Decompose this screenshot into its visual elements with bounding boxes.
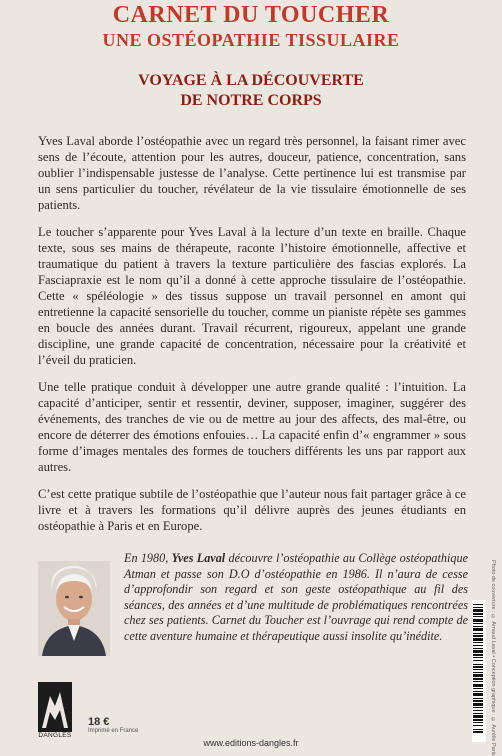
paragraph-3: Une telle pratique conduit à développer une autre grande qualité : l’intuition. La capacité d’anticiper, sentir et ressentir, deviner, supposer, imaginer, suggérer des événements, des tranches de vie ou de mettre au jour des affects, des mal-être, ou encore de déterrer des émotions enfouies… La capacité enfin d’« engrammer » sous forme d’images mentales des formes de touchers différents les uns par rapport aux autres. [38,380,466,474]
subtitle-line-1: VOYAGE À LA DÉCOUVERTE [138,72,364,89]
title-line-2: UNE OSTÉOPATHIE TISSULAIRE [102,30,400,50]
paragraph-1: Yves Laval aborde l’ostéopathie avec un regard très personnel, la faisant rimer avec sens de l’écoute, attention pour les autres, douceur, patience, concentration, sans oublier l’indispensable justesse de l’analyse. Cette pertinence lui est transmise par un sens particulier du toucher, révélateur de la vie tissulaire émotionnelle de ses patients. [38,134,466,212]
bio-intro: En 1980, [124,551,172,565]
publisher-name: DANGLES [38,732,72,739]
price: 18 € [88,716,110,728]
cover-credits: Photo de couverture : © Arnaud Laval • Conception graphique : © Aurélie Paris [490,560,496,756]
printed-in: Imprimé en France [88,728,139,734]
bio-text: découvre l’ostéopathie au Collège ostéopathique Atman et passe son D.O d’ostéopathie en 1986. Il n’aura de cesse d’approfondir son regard et son geste ostéopathique au fil des séances, des années et d’une multitude de problématiques rencontrées chez ses patients. Carnet du Toucher est l’ouvrage qui rend compte de cette aventure humaine et thérapeutique aussi insolite qu’inédite. [124,551,468,643]
subtitle-line-2: DE NOTRE CORPS [180,92,322,109]
back-cover-text [38,133,466,545]
publisher-website[interactable]: www.editions-dangles.fr [203,738,299,748]
price-block [88,716,138,734]
barcode-bars [472,600,486,742]
paragraph-4: C’est cette pratique subtile de l’ostéopathie que l’auteur nous fait partager grâce à ce livre et à travers les formations qu’il délivre auprès des jeunes étudiants en ostéopathie à Paris et en Europe. [38,487,466,533]
author-bio [124,551,468,645]
isbn-barcode [472,600,486,742]
publisher-logo [38,682,72,742]
paragraph-2: Le toucher s’apparente pour Yves Laval à la lecture d’un texte en braille. Chaque texte, sous ses mains de thérapeute, raconte l’histoire émotionnelle, affective et traumatique du patient à travers la texture particulière des fascias explorés. La Fasciapraxie est le nom qu’il a donné à cette approche tissulaire de l’ostéopathie. Cette « spéléologie » des tissus suppose un travail personnel en amont qui entretienne la capacité sensorielle du toucher, comme un pianiste répète ses gammes en boucle des années durant. Travail récurrent, rigoureux, appelant une grande discipline, une grande capacité de concentration, nécessaire pour la créativité et l’éveil du praticien. [38,225,466,367]
author-name: Yves Laval [171,551,226,565]
title-line-1: CARNET DU TOUCHER [112,2,390,28]
author-photo [38,561,110,656]
